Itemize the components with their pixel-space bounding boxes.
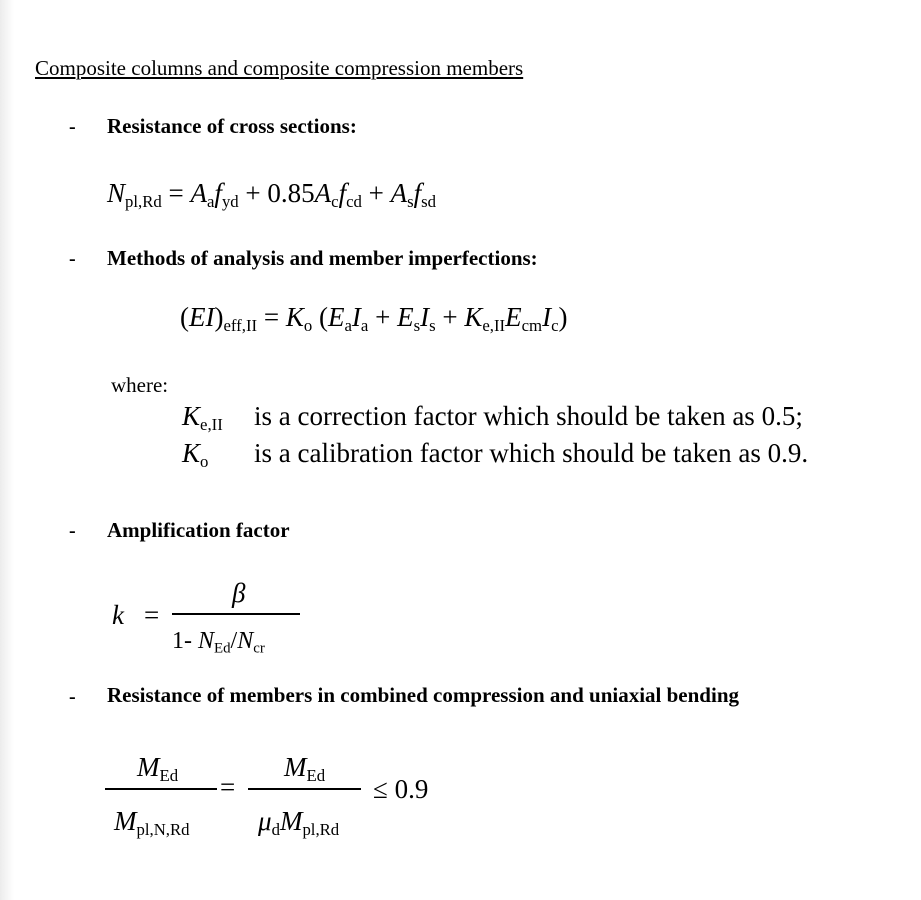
bullet-dash: -: [69, 116, 76, 138]
item-combined-compression-bending: Resistance of members in combined compression and uniaxial bending: [107, 683, 739, 707]
equation-mpl-n-rd: $M_{pl,N,Rd}$: [114, 806, 190, 840]
equation-k-symbol: k: [112, 600, 124, 630]
definition-ko-text: is a calibration factor which should be taken as 0.9.: [254, 438, 809, 468]
item-amplification-factor: Amplification factor: [107, 518, 290, 542]
bullet-dash: -: [69, 248, 76, 270]
equation-equals: =: [220, 772, 236, 802]
fraction-bar: [248, 788, 361, 790]
item-resistance-cross-sections: Resistance of cross sections:: [107, 114, 357, 138]
definition-ke-ii-symbol: $K_{e,II}$: [182, 401, 223, 435]
section-heading: Composite columns and composite compression members: [35, 56, 524, 80]
equation-k-numerator: β: [232, 578, 246, 608]
equation-ei-eff: $(EI)_{eff,II} = K_o$ $(E_aI_a + E_sI_s + K_{e,II}E_{cm}I_c)$: [180, 302, 568, 336]
definition-ko-symbol: $K_o$: [182, 438, 209, 472]
equation-npl-rd: $N_{pl,Rd} = A_af_{yd} + 0.85A_cf_{cd} + A_sf_{sd}$: [107, 178, 437, 212]
page-edge-shadow: [0, 0, 14, 900]
equation-mu-mpl-rd: $\mu_dM_{pl,Rd}$: [258, 806, 340, 840]
bullet-dash: -: [69, 520, 76, 542]
fraction-bar: [172, 613, 300, 615]
where-label: where:: [111, 373, 169, 397]
equation-limit: ≤ 0.9: [373, 774, 429, 804]
definition-ke-ii-text: is a correction factor which should be taken as 0.5;: [254, 401, 803, 431]
equation-k-denominator: 1- $N_{Ed}/N_{cr}$: [172, 628, 265, 657]
item-methods-of-analysis: Methods of analysis and member imperfections:: [107, 246, 538, 270]
equation-med-numerator-2: $M_{Ed}$: [284, 752, 326, 786]
bullet-dash: -: [69, 686, 76, 708]
equation-k-equals: =: [144, 600, 160, 630]
equation-med-numerator-1: $M_{Ed}$: [137, 752, 179, 786]
fraction-bar: [105, 788, 217, 790]
